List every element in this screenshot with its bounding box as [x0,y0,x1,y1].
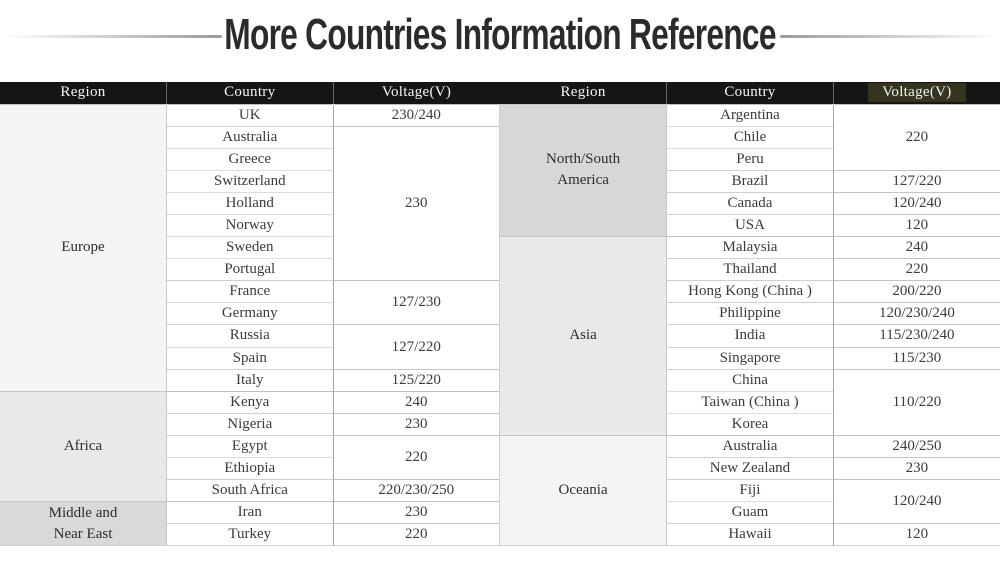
header-region [500,82,667,104]
title-section [0,0,1000,82]
country-cell: Switzerland [167,170,334,192]
table-row [500,104,1000,126]
country-cell: Norway [167,214,334,236]
voltage-cell: 230 [833,458,1000,480]
country-cell: Spain [167,347,334,369]
voltage-cell: 120 [833,214,1000,236]
country-cell: India [667,325,834,347]
country-cell: Iran [167,502,334,524]
table-row [0,391,500,413]
voltage-cell: 240/250 [833,435,1000,457]
voltage-cell: 230 [333,502,500,524]
country-cell: Ethiopia [167,458,334,480]
right-table [500,82,1000,546]
country-cell: Turkey [167,524,334,546]
header-label: Region [560,84,606,101]
left-table [0,82,500,546]
country-cell: Holland [167,192,334,214]
header-country [167,82,334,104]
voltage-cell: 120/230/240 [833,303,1000,325]
voltage-cell: 115/230/240 [833,325,1000,347]
region-label: Europe [61,239,105,256]
header-label: Voltage(V) [381,84,452,101]
voltage-cell: 120/240 [833,192,1000,214]
voltage-cell: 110/220 [833,369,1000,435]
country-cell: Kenya [167,391,334,413]
header-voltagev [833,82,1000,104]
voltage-cell: 127/220 [833,170,1000,192]
country-cell: Fiji [667,480,834,502]
country-cell: UK [167,104,334,126]
country-cell: Hawaii [667,524,834,546]
header-label: Voltage(V) [868,83,965,102]
country-cell: Australia [167,126,334,148]
voltage-cell: 127/220 [333,325,500,369]
voltage-cell: 125/220 [333,369,500,391]
region-cell [0,104,167,391]
country-cell: Brazil [667,170,834,192]
country-cell: Canada [667,192,834,214]
region-cell [500,104,667,237]
voltage-cell: 240 [333,391,500,413]
country-cell: Nigeria [167,413,334,435]
voltage-cell: 220 [333,435,500,479]
table-row [0,104,500,126]
region-cell [0,391,167,501]
header-row [500,82,1000,104]
region-label: Oceania [558,482,608,499]
country-cell: Argentina [667,104,834,126]
voltage-cell: 230 [333,126,500,281]
country-cell: Guam [667,502,834,524]
country-cell: Egypt [167,435,334,457]
region-cell [0,502,167,546]
region-label: Africa [63,437,103,454]
country-cell: Peru [667,148,834,170]
country-cell: Sweden [167,237,334,259]
header-country [667,82,834,104]
country-cell: Portugal [167,259,334,281]
region-label: North/South America [545,151,621,189]
country-cell: Greece [167,148,334,170]
header-voltagev [333,82,500,104]
header-region [0,82,167,104]
country-cell: Australia [667,435,834,457]
region-cell [500,237,667,436]
country-cell: Malaysia [667,237,834,259]
voltage-cell: 200/220 [833,281,1000,303]
voltage-cell: 220 [333,524,500,546]
country-cell: Germany [167,303,334,325]
voltage-cell: 220 [833,104,1000,170]
country-cell: Russia [167,325,334,347]
page-title: More Countries Information Reference [224,10,776,59]
voltage-cell: 220/230/250 [333,480,500,502]
country-cell: Italy [167,369,334,391]
voltage-cell: 120 [833,524,1000,546]
table-row [500,237,1000,259]
country-cell: South Africa [167,480,334,502]
voltage-cell: 115/230 [833,347,1000,369]
header-row [0,82,500,104]
voltage-cell: 220 [833,259,1000,281]
country-cell: Thailand [667,259,834,281]
voltage-cell: 120/240 [833,480,1000,524]
country-cell: Taiwan (China ) [667,391,834,413]
region-label: Asia [569,327,597,344]
country-cell: Philippine [667,303,834,325]
country-cell: Hong Kong (China ) [667,281,834,303]
title-right-rule [780,35,992,38]
voltage-cell: 127/230 [333,281,500,325]
voltage-cell: 230 [333,413,500,435]
header-label: Country [224,84,276,101]
country-cell: Chile [667,126,834,148]
voltage-reference-table [0,82,1000,546]
header-label: Country [724,84,776,101]
voltage-cell: 240 [833,237,1000,259]
table-row [0,502,500,524]
country-cell: USA [667,214,834,236]
region-label: Middle and Near East [48,504,118,542]
region-cell [500,435,667,545]
table-row [500,435,1000,457]
country-cell: Korea [667,413,834,435]
country-cell: New Zealand [667,458,834,480]
country-cell: France [167,281,334,303]
country-cell: Singapore [667,347,834,369]
voltage-cell: 230/240 [333,104,500,126]
country-cell: China [667,369,834,391]
header-label: Region [60,84,106,101]
